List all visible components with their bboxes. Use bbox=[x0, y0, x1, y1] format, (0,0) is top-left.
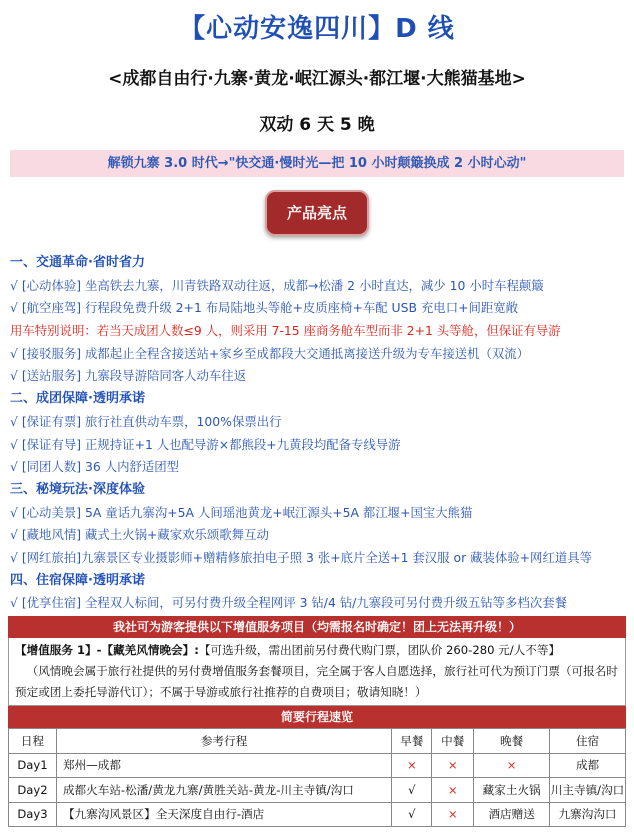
feature-line: 二、成团保障·透明承诺 bbox=[10, 391, 145, 407]
feature-line: √ [同团人数] 36 人内舒适团型 bbox=[10, 459, 180, 475]
breakfast-cell: √ bbox=[392, 778, 432, 803]
route-cell: 郑州—成都 bbox=[56, 753, 391, 778]
dinner-cell: 藏家土火锅 bbox=[474, 778, 550, 803]
day-cell: Day1 bbox=[9, 753, 57, 778]
itinerary-table bbox=[8, 728, 626, 827]
col-header-day: 日程 bbox=[9, 729, 57, 754]
feature-line: √ [航空座驾] 行程段免费升级 2+1 布局陆地头等舱+皮质座椅+车配 USB 充电口+间距宽敞 bbox=[10, 300, 519, 316]
lunch-cell: × bbox=[432, 778, 474, 803]
lodging-cell: 成都 bbox=[550, 753, 626, 778]
route-cell: 成都火车站-松潘/黄龙九寨/黄胜关站-黄龙-川主寺镇/沟口 bbox=[56, 778, 391, 803]
product-highlights-button[interactable]: 产品亮点 bbox=[265, 190, 369, 236]
features-list bbox=[10, 252, 626, 615]
service-title: 【增值服务 1】-【藏羌风情晚会】: bbox=[15, 643, 199, 657]
table-row bbox=[9, 778, 626, 803]
col-header-breakfast: 早餐 bbox=[392, 729, 432, 754]
feature-line: √ [接驳服务] 成都起止全程含接送站+家乡至成都段大交通抵离接送升级为专车接送机（双流） bbox=[10, 345, 530, 361]
table-row bbox=[9, 753, 626, 778]
service-description: 【可选升级，需出团前另付费代购门票，团队价 260-280 元/人不等】 bbox=[198, 643, 561, 657]
table-row bbox=[9, 802, 626, 827]
day-cell: Day2 bbox=[9, 778, 57, 803]
feature-line: √ [保证有导] 正规持证+1 人也配导游×都熊段+九黄段均配备专线导游 bbox=[10, 436, 401, 452]
value-added-services-bar: 我社可为游客提供以下增值服务项目（均需报名时确定！团上无法再升级！） bbox=[8, 616, 626, 638]
breakfast-cell: × bbox=[392, 753, 432, 778]
itinerary-overview-bar: 简要行程速览 bbox=[8, 706, 626, 728]
day-cell: Day3 bbox=[9, 802, 57, 827]
value-added-services-box bbox=[8, 638, 626, 706]
col-header-lodging: 住宿 bbox=[550, 729, 626, 754]
feature-line: 用车特别说明：若当天成团人数≤9 人，则采用 7-15 座商务舱车型而非 2+1 头等舱，但保证有导游 bbox=[10, 323, 561, 339]
feature-line: √ [送站服务] 九寨段导游陪同客人动车往返 bbox=[10, 368, 247, 384]
feature-line: √ [优享住宿] 全程双人标间，可另付费升级全程网评 3 钻/4 钻/九寨段可另付费升级五钻等多档次套餐 bbox=[10, 595, 567, 611]
col-header-lunch: 中餐 bbox=[432, 729, 474, 754]
page-title: 【心动安逸四川】D 线 bbox=[179, 14, 455, 44]
table-header-row bbox=[9, 729, 626, 754]
feature-line: 一、交通革命·省时省力 bbox=[10, 255, 145, 270]
slogan-banner: 解锁九寨 3.0 时代→"快交通·慢时光—把 10 小时颠簸换成 2 小时心动" bbox=[10, 150, 624, 177]
service-note: （风情晚会属于旅行社提供的另付费增值服务套餐项目，完全属于客人自愿选择，旅行社可代为预订门票（可报名时预定或团上委托导游代订）；不属于导游或旅行社推荐的自费项目；敬请知晓！） bbox=[15, 664, 618, 699]
col-header-dinner: 晚餐 bbox=[474, 729, 550, 754]
feature-line: 四、住宿保障·透明承诺 bbox=[10, 572, 145, 588]
lodging-cell: 川主寺镇/沟口 bbox=[550, 778, 626, 803]
lunch-cell: × bbox=[432, 802, 474, 827]
lunch-cell: × bbox=[432, 753, 474, 778]
feature-line: √ [保证有票] 旅行社直供动车票，100%保票出行 bbox=[10, 413, 282, 429]
feature-line: √ [网红旅拍]九寨景区专业摄影师+赠精修旅拍电子照 3 张+底片全送+1 套汉服 or 藏装体验+网红道具等 bbox=[10, 549, 593, 565]
breakfast-cell: √ bbox=[392, 802, 432, 827]
lodging-cell: 九寨沟沟口 bbox=[550, 802, 626, 827]
feature-line: √ [藏地风情] 藏式土火锅+藏家欢乐颂歌舞互动 bbox=[10, 527, 269, 543]
col-header-route: 参考行程 bbox=[56, 729, 391, 754]
feature-line: √ [心动美景] 5A 童话九寨沟+5A 人间瑶池黄龙+岷江源头+5A 都江堰+国宝大熊猫 bbox=[10, 504, 473, 520]
dinner-cell: 酒店赠送 bbox=[474, 802, 550, 827]
feature-line: √ [心动体验] 坐高铁去九寨，川青铁路双动往返，成都→松潘 2 小时直达，减少 10 小时车程颠簸 bbox=[10, 277, 544, 293]
route-subtitle: <成都自由行·九寨·黄龙·岷江源头·都江堰·大熊猫基地> bbox=[108, 69, 526, 89]
route-cell: 【九寨沟风景区】全天深度自由行-酒店 bbox=[56, 802, 391, 827]
duration-label: 双动 6 天 5 晚 bbox=[259, 115, 375, 135]
dinner-cell: × bbox=[474, 753, 550, 778]
feature-line: 三、秘境玩法·深度体验 bbox=[10, 481, 145, 497]
